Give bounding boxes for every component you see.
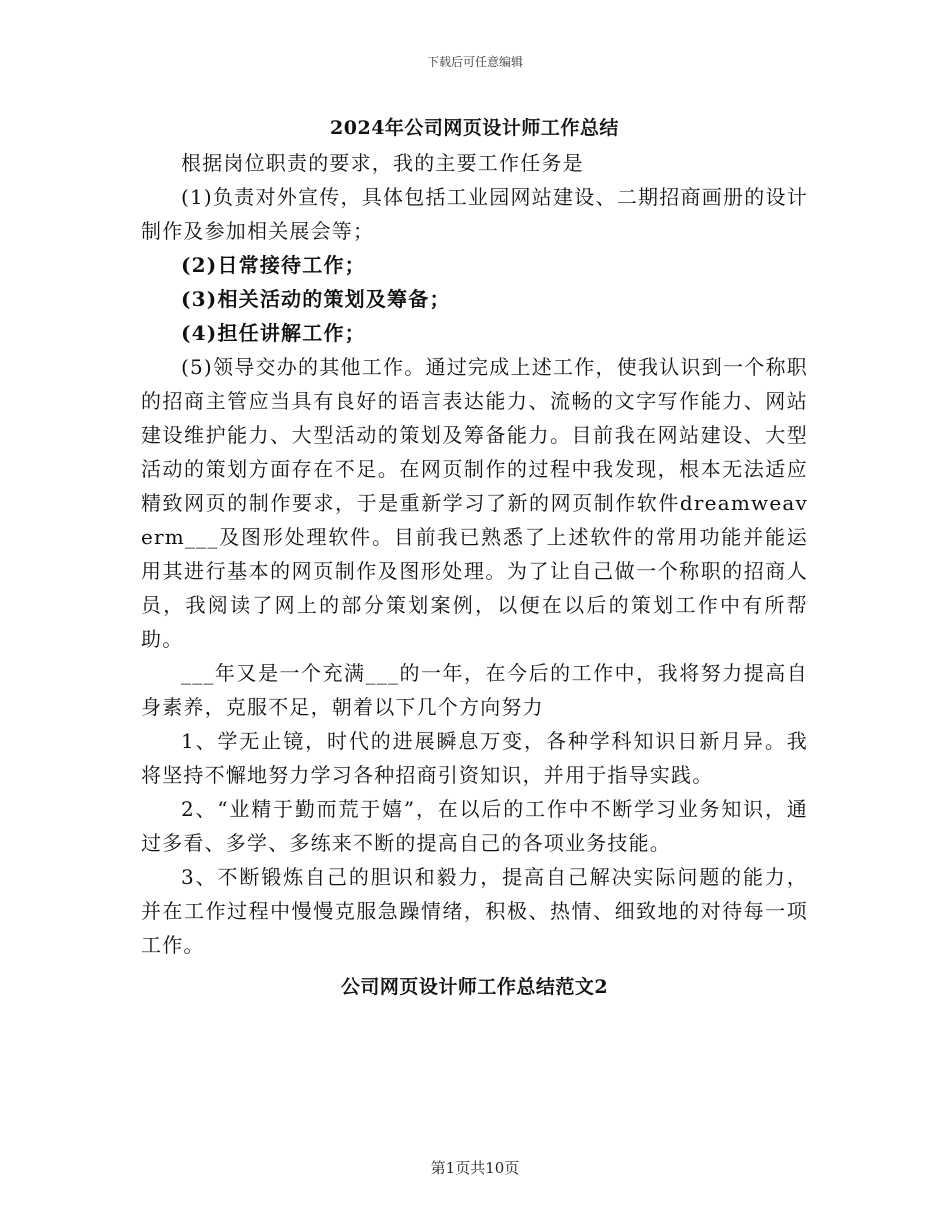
page-header-note: 下载后可任意编辑 xyxy=(426,55,523,69)
paragraph-goal-3: 3、不断锻炼自己的胆识和毅力，提高自己解决实际问题的能力，并在工作过程中慢慢克服急躁情绪，积极、热情、细致地的对待每一项工作。 xyxy=(141,865,808,957)
paragraph-duty-2: (2)日常接待工作； xyxy=(181,253,366,277)
paragraph-duty-4: (4)担任讲解工作； xyxy=(181,321,366,345)
paragraph-duty-1: (1)负责对外宣传，具体包括工业园网站建设、二期招商画册的设计制作及参加相关展会等； xyxy=(141,185,808,243)
paragraph-goal-1: 1、学无止镜，时代的进展瞬息万变，各种学科知识日新月异。我将坚持不懈地努力学习各种招商引资知识，并用于指导实践。 xyxy=(141,729,808,787)
document-subtitle: 公司网页设计师工作总结范文2 xyxy=(340,976,609,998)
paragraph-intro: 根据岗位职责的要求，我的主要工作任务是 xyxy=(181,151,584,175)
page-number: 第1页共10页 xyxy=(430,1159,520,1177)
document-body xyxy=(141,112,808,1004)
paragraph-outlook: ___年又是一个充满___的一年，在今后的工作中，我将努力提高自身素养，克服不足，朝着以下几个方向努力 xyxy=(141,661,808,719)
paragraph-goal-2: 2、“业精于勤而荒于嬉”，在以后的工作中不断学习业务知识，通过多看、多学、多练来不断的提高自己的各项业务技能。 xyxy=(141,797,808,855)
paragraph-duty-5: (5)领导交办的其他工作。通过完成上述工作，使我认识到一个称职的招商主管应当具有良好的语言表达能力、流畅的文字写作能力、网站建设维护能力、大型活动的策划及筹备能力。目前我在网站建设、大型活动的策划方面存在不足。在网页制作的过程中我发现，根本无法适应精致网页的制作要求，于是重新学习了新的网页制作软件dreamweaverm___及图形处理软件。目前我已熟悉了上述软件的常用功能并能运用其进行基本的网页制作及图形处理。为了让自己做一个称职的招商人员，我阅读了网上的部分策划案例，以便在以后的策划工作中有所帮助。 xyxy=(141,355,808,651)
document-title: 2024年公司网页设计师工作总结 xyxy=(330,117,619,139)
paragraph-duty-3: (3)相关活动的策划及筹备； xyxy=(181,287,451,311)
